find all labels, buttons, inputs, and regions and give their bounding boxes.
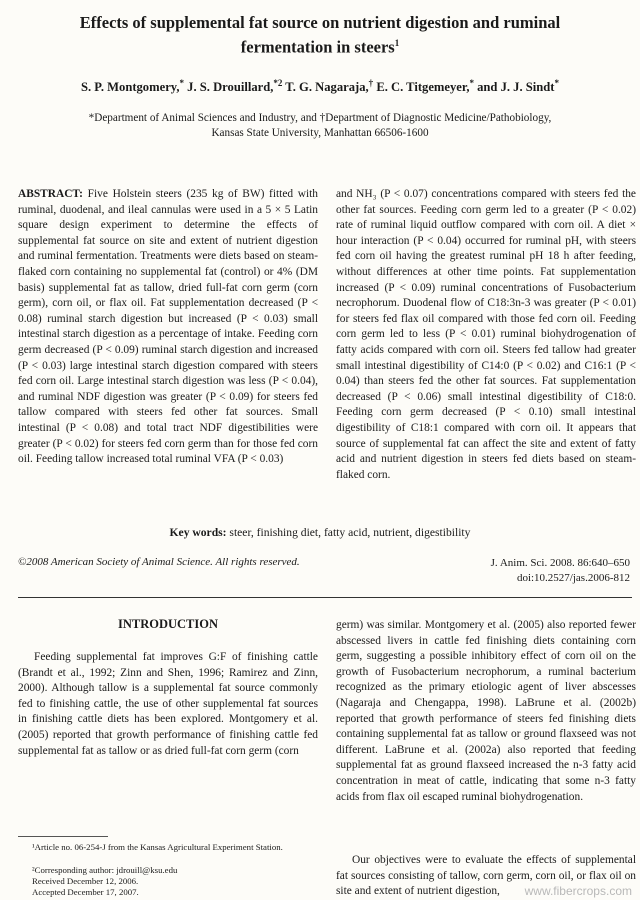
- paper-title-text: Effects of supplemental fat source on nutrient digestion and ruminal fermentation in steers: [79, 13, 561, 57]
- author-3: T. G. Nagaraja,: [282, 80, 369, 95]
- abstract-left-column: [18, 187, 318, 468]
- abstract-label: ABSTRACT:: [18, 188, 83, 200]
- journal-reference: [491, 556, 630, 586]
- author-4: E. C. Titgemeyer,: [373, 80, 470, 95]
- journal-citation: J. Anim. Sci. 2008. 86:640–650: [490, 557, 630, 569]
- accepted-date: Accepted December 17, 2007.: [32, 887, 139, 897]
- keywords-line: [0, 526, 640, 539]
- title-footnote-mark: 1: [394, 38, 400, 48]
- author-1-mark: *: [179, 78, 185, 88]
- introduction-left-column: Feeding supplemental fat improves G:F of finishing cattle (Brandt et al., 1992; Zinn and Shen, 1996; Ramirez and Zinn, 2000). Although tallow is a supplemental fat source commonly fed to finishing cattle, the use of other supplemental fat sources in finishing cattle diets has been explored. Montgomery et al. (2005) reported that growth performance of finishing cattle fed supplemental fat as tallow or as dried full-fat corn germ (corn: [18, 651, 318, 757]
- keywords-text: steer, finishing diet, fatty acid, nutrient, digestibility: [226, 526, 471, 539]
- abstract-right-column: [336, 187, 636, 483]
- author-3-mark: †: [368, 78, 374, 88]
- author-2-mark: *2: [273, 78, 283, 88]
- affiliation-line-2: Kansas State University, Manhattan 66506-1600: [211, 127, 429, 139]
- author-4-mark: *: [469, 78, 474, 88]
- affiliations: [20, 111, 620, 141]
- introduction-heading: INTRODUCTION: [117, 617, 218, 631]
- section-divider: [18, 597, 632, 598]
- introduction-right-paragraph-2: Our objectives were to evaluate the effects of supplemental fat sources consisting of tallow, corn germ, corn oil, or flax oil on site and extent of nutrient digestion,: [336, 854, 636, 898]
- author-list: [8, 78, 632, 95]
- watermark: www.fibercrops.com: [524, 884, 632, 898]
- author-2: J. S. Drouillard,: [184, 80, 274, 95]
- affiliation-line-1: *Department of Animal Sciences and Industry, and †Department of Diagnostic Medicine/Pathobiology,: [88, 112, 552, 124]
- author-1: S. P. Montgomery,: [81, 80, 180, 95]
- doi-link[interactable]: doi:10.2527/jas.2006-812: [516, 572, 630, 584]
- copyright-notice: ©2008 American Society of Animal Science. All rights reserved.: [18, 556, 300, 568]
- keywords-label: Key words:: [169, 526, 227, 539]
- footnote-1: ¹Article no. 06-254-J from the Kansas Agricultural Experiment Station.: [32, 842, 283, 852]
- paper-title: [40, 12, 600, 58]
- footnote-2: ²Corresponding author: jdrouill@ksu.edu: [32, 865, 178, 875]
- received-date: Received December 12, 2006.: [32, 876, 139, 886]
- abstract-right-text: and NH₃ (P < 0.07) concentrations compared with steers fed the other fat sources. Feeding corn germ led to a greater (P < 0.02) rate of ruminal liquid outflow compared with corn oil. A diet × hour interaction (P < 0.04) occurred for ruminal pH, with steers fed corn oil having the greatest ruminal pH 18 h after feeding, without differences at other time points. Fat supplementation increased (P < 0.09) ruminal concentrations of Fusobacterium necrophorum. Duodenal flow of C18:3n-3 was greater (P < 0.01) for steers fed flax oil compared with those fed corn oil. Feeding corn germ led to less (P < 0.01) ruminal biohydrogenation of fatty acids compared with corn oil. Steers fed tallow had greater small intestinal digestibility of C14:0 (P < 0.02) and C16:1 (P < 0.04) than steers fed the other fat sources. Fat supplementation decreased (P < 0.06) small intestinal digestibility of C18:0. Feeding corn germ decreased (P < 0.10) small intestinal digestibility of C18:1 compared with corn oil. It appears that source of supplemental fat can affect the site and extent of fatty acid and nutrient digestion in steers fed diets based on steam-flaked corn.: [336, 188, 636, 481]
- author-5-mark: *: [554, 78, 559, 88]
- introduction-right-paragraph-1: germ) was similar. Montgomery et al. (2005) also reported fewer abscessed livers in cattle fed finishing diets containing corn germ, suggesting a possible inhibitory effect of corn oil on the growth of Fusobacterium necrophorum, a ruminal bacterium recognized as the primary etiologic agent of liver abscesses (Nagaraja and Chengappa, 1998). LaBrune et al. (2002b) reported that growth performance of steers fed finishing diets containing supplemental fat as tallow or ground flaxseed was not different. LaBrune et al. (2002a) also reported that feeding supplemental fat as ground flaxseed increased the n-3 fatty acid concentration in meat of cattle, indicating that some n-3 fatty acids from flax oil escaped ruminal biohydrogenation.: [336, 619, 636, 803]
- author-5: and J. J. Sindt: [473, 80, 555, 95]
- abstract-left-text: Five Holstein steers (235 kg of BW) fitted with ruminal, duodenal, and ileal cannulas were used in a 5 × 5 Latin square design experiment to determine the effects of supplemental fat source on site and extent of nutrient digestion and ruminal fermentation. Treatments were diets based on steam-flaked corn containing no supplemental fat (control) or 4% (DM basis) supplemental fat as tallow, dried full-fat corn germ (corn germ), corn oil, or flax oil. Fat supplementation decreased (P < 0.08) ruminal starch digestion but increased (P < 0.03) small intestinal starch digestion as a percentage of intake. Feeding corn germ decreased (P < 0.09) ruminal starch digestion and increased (P < 0.03) large intestinal starch digestion compared with steers fed corn oil. Large intestinal starch digestion was less (P < 0.04), and ruminal NDF digestion was greater (P < 0.09) for steers fed tallow compared with steers fed other fat sources. Small intestinal (P < 0.08) and total tract NDF digestibilities were greater (P < 0.02) for steers fed corn germ than for those fed corn oil. Feeding tallow increased total ruminal VFA (P < 0.03): [18, 188, 318, 466]
- footnote-divider: [18, 836, 108, 837]
